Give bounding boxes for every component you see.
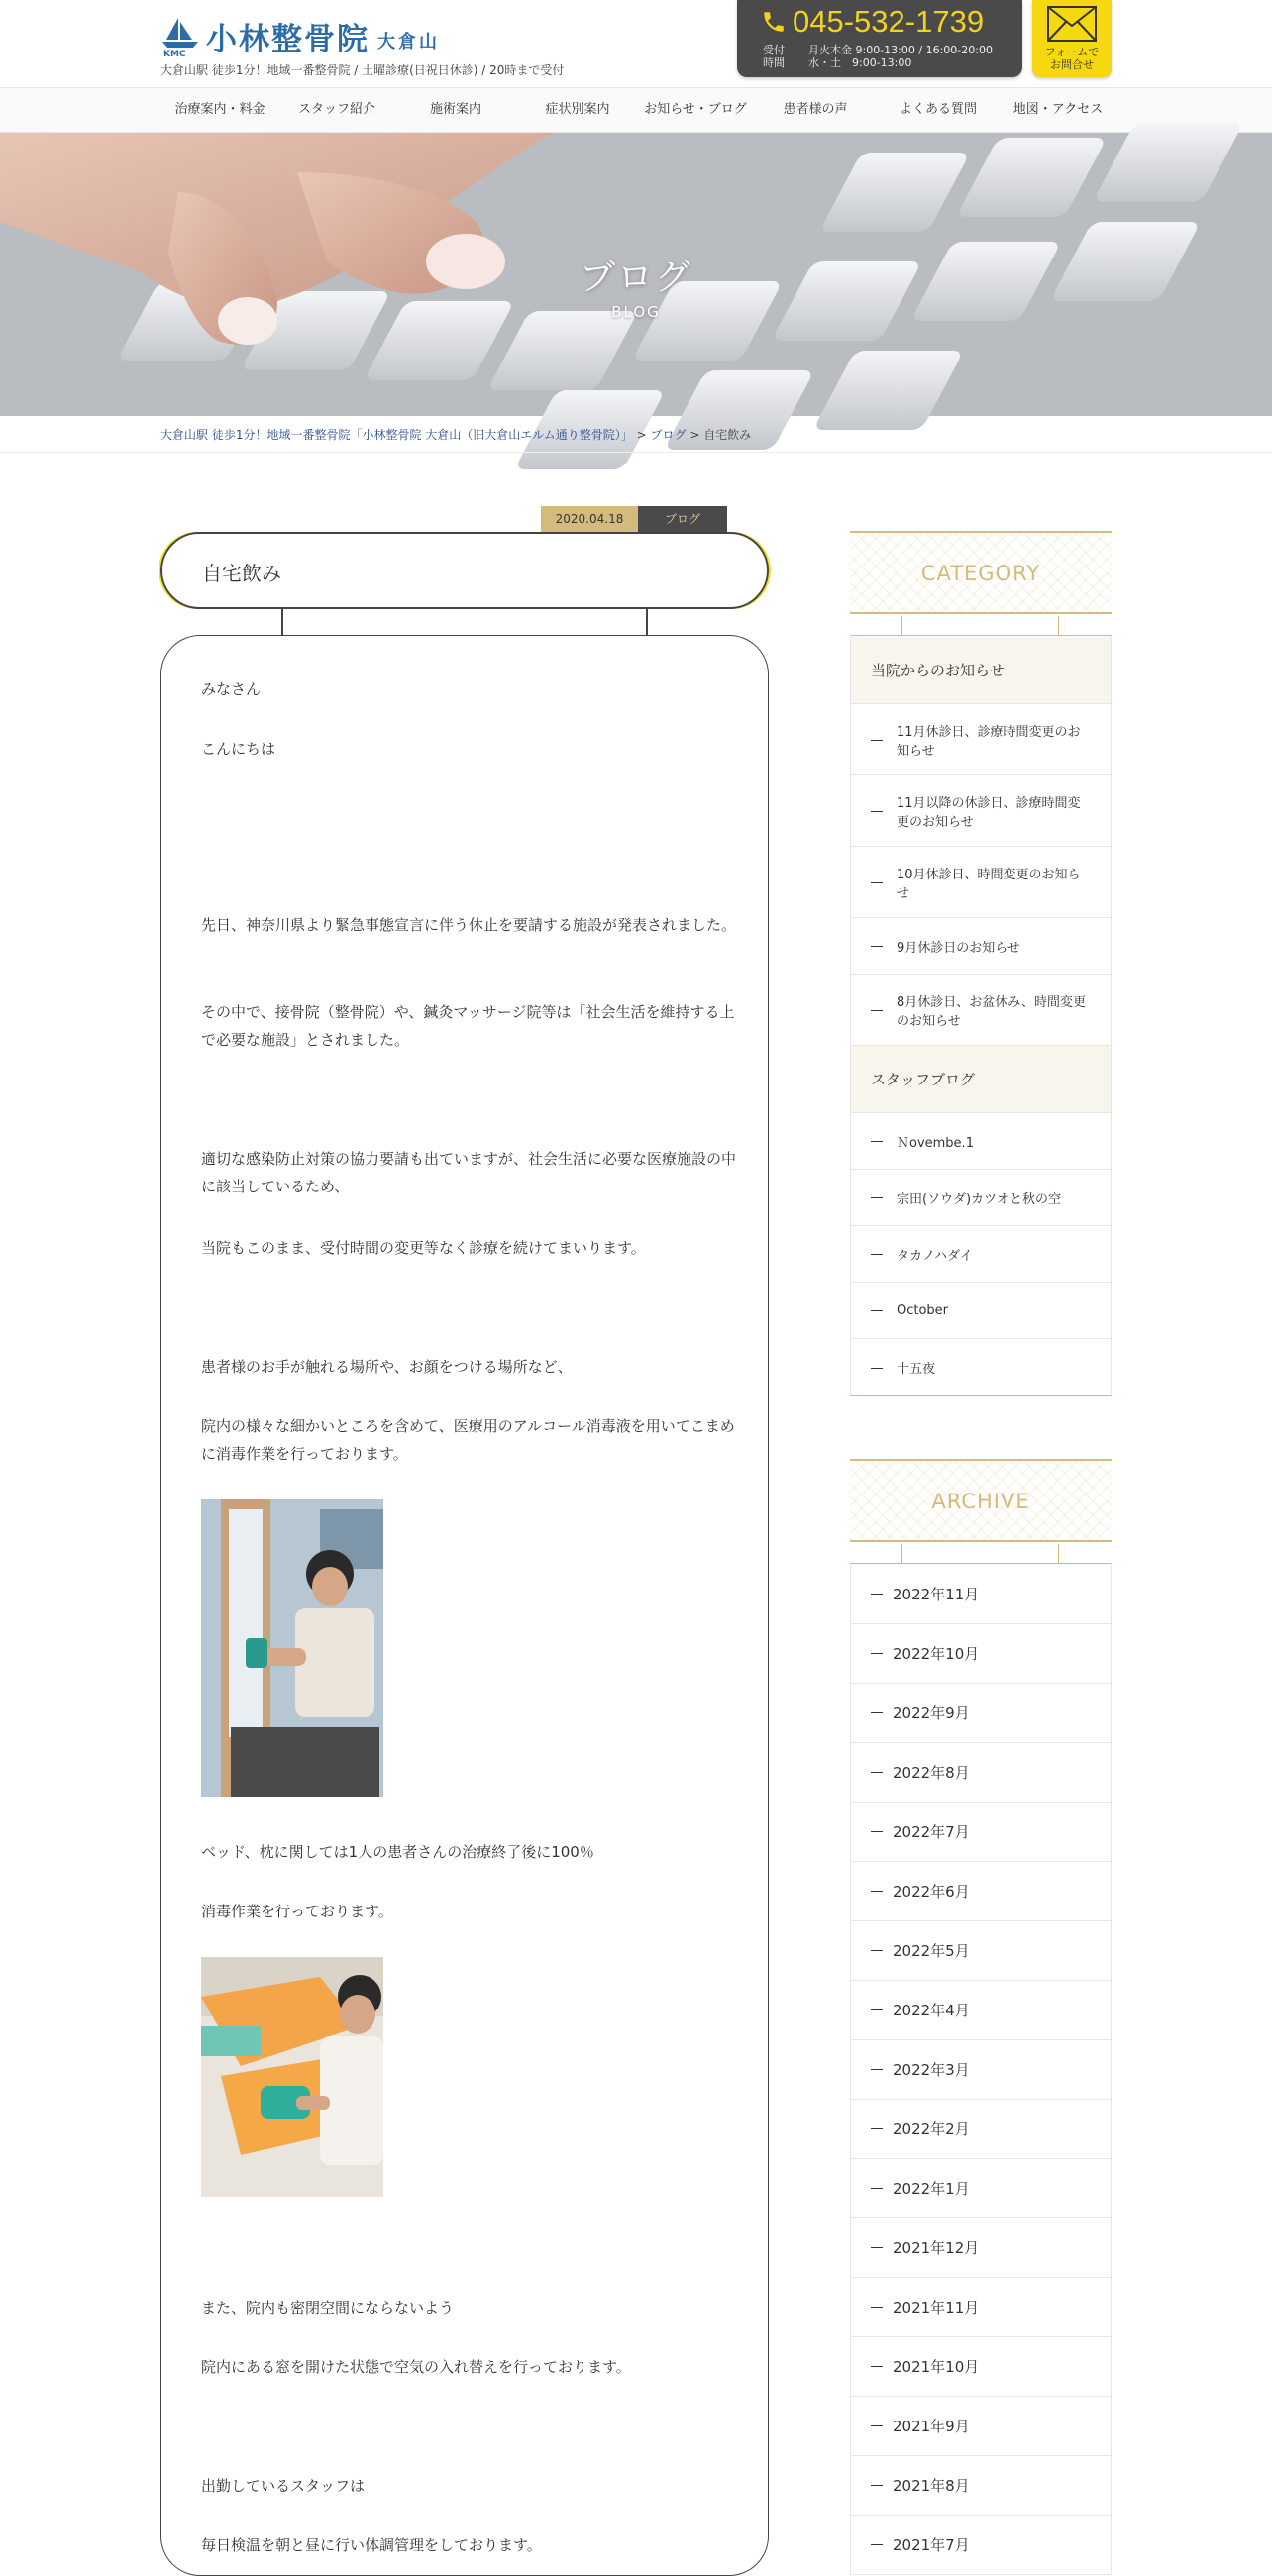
- archive-link-label: 2022年7月: [893, 1823, 970, 1841]
- nav-item-access[interactable]: 地図・アクセス: [1012, 102, 1104, 117]
- post-paragraph: 患者様のお手が触れる場所や、お顔をつける場所など、: [201, 1358, 573, 1376]
- archive-link-label: 2022年11月: [893, 1586, 980, 1603]
- archive-link[interactable]: [851, 2040, 1111, 2100]
- archive-link-label: 2021年8月: [893, 2477, 970, 2495]
- reception-label: 受付時間: [763, 44, 785, 69]
- phone-number[interactable]: 045-532-1739: [793, 4, 985, 39]
- post-paragraph: 当院もこのまま、受付時間の変更等なく診療を続けてまいります。: [201, 1239, 646, 1257]
- dash-icon: [871, 2307, 883, 2308]
- category-link[interactable]: [851, 1170, 1111, 1226]
- post-date: 2020.04.18: [541, 506, 638, 532]
- archive-link-label: 2022年6月: [893, 1883, 970, 1901]
- dash-icon: [871, 1653, 883, 1654]
- tick-line: [901, 1544, 902, 1564]
- category-link[interactable]: [851, 775, 1111, 847]
- archive-link-label: 2021年9月: [893, 2418, 970, 2435]
- category-link[interactable]: [851, 1113, 1111, 1170]
- post-paragraph: 出勤しているスタッフは: [201, 2477, 366, 2495]
- hero-banner: [0, 133, 1272, 416]
- connector-line: [281, 609, 283, 635]
- post-paragraph: ベッド、枕に関しては1人の患者さんの治療終了後に100％: [201, 1843, 594, 1861]
- category-link-label: Ｎovembe.1: [897, 1135, 974, 1151]
- post-paragraph: 先日、神奈川県より緊急事態宣言に伴う休止を要請する施設が発表されました。: [201, 916, 737, 934]
- archive-link[interactable]: [851, 2397, 1111, 2456]
- post-meta: [541, 506, 727, 532]
- archive-link-label: 2021年7月: [893, 2536, 970, 2554]
- post-paragraph: その中で、接骨院（整骨院）や、鍼灸マッサージ院等は「社会生活を維持する上で必要な施設」とされました。: [201, 1003, 735, 1049]
- archive-link-label: 2022年1月: [893, 2180, 970, 2198]
- site-logo[interactable]: [160, 14, 440, 58]
- dash-icon: [871, 1891, 883, 1892]
- dash-icon: [871, 1141, 883, 1142]
- archive-link[interactable]: [851, 1862, 1111, 1921]
- contact-form-button[interactable]: [1032, 0, 1112, 77]
- archive-list: [850, 1565, 1112, 2575]
- category-link[interactable]: [851, 918, 1111, 975]
- form-label-1: フォームで: [1044, 46, 1100, 58]
- category-link-label: 9月休診日のお知らせ: [897, 940, 1020, 956]
- archive-link[interactable]: [851, 1743, 1111, 1803]
- hours-line-2: 水・土 9:00-13:00: [808, 56, 912, 69]
- archive-link[interactable]: [851, 1684, 1111, 1743]
- breadcrumb-blog[interactable]: ブログ: [650, 428, 687, 442]
- archive-link-label: 2022年3月: [893, 2061, 970, 2079]
- post-paragraph: 消毒作業を行っております。: [201, 1903, 393, 1920]
- dash-icon: [871, 811, 883, 812]
- category-link[interactable]: [851, 1283, 1111, 1339]
- category-link[interactable]: [851, 847, 1111, 918]
- hero-subtitle: BLOG: [611, 303, 661, 321]
- dash-icon: [871, 2188, 883, 2189]
- divider: [0, 452, 1272, 453]
- archive-link[interactable]: [851, 2100, 1111, 2159]
- category-link-label: October: [897, 1302, 949, 1318]
- category-link[interactable]: [851, 1339, 1111, 1395]
- post-photo-disinfecting-door: [201, 1499, 383, 1801]
- hours-line-1: 月火木金 9:00-13:00 / 16:00-20:00: [808, 44, 993, 56]
- category-link-label: 10月休診日、時間変更のお知らせ: [897, 867, 1081, 901]
- category-group-staff-blog[interactable]: スタッフブログ: [851, 1046, 1111, 1113]
- dash-icon: [871, 1254, 883, 1255]
- dash-icon: [871, 740, 883, 741]
- post-paragraph: 院内にある窓を開けた状態で空気の入れ替えを行っております。: [201, 2358, 631, 2376]
- main-nav: [0, 87, 1272, 133]
- category-link-label: 宗田(ソウダ)カツオと秋の空: [897, 1191, 1062, 1207]
- post-paragraph: 毎日検温を朝と昼に行い体調管理をしております。: [201, 2536, 542, 2554]
- dash-icon: [871, 2485, 883, 2486]
- svg-text:KMC: KMC: [163, 49, 186, 59]
- dash-icon: [871, 1950, 883, 1951]
- hero-title: ブログ: [579, 258, 692, 298]
- category-header: [850, 531, 1112, 614]
- header-ticks: [850, 616, 1112, 636]
- category-link-label: 8月休診日、お盆休み、時間変更のお知らせ: [897, 994, 1087, 1029]
- breadcrumb-home[interactable]: 大倉山駅 徒歩1分！地域一番整骨院「小林整骨院 大倉山（旧大倉山エルム通り整骨院）」: [160, 428, 633, 442]
- dash-icon: [871, 1831, 883, 1832]
- site-header: [0, 0, 1272, 87]
- archive-link[interactable]: [851, 1565, 1111, 1624]
- dash-icon: [871, 1712, 883, 1713]
- nav-item-procedure[interactable]: 施術案内: [429, 102, 481, 117]
- nav-item-symptoms[interactable]: 症状別案内: [545, 102, 610, 117]
- archive-link-label: 2022年9月: [893, 1704, 970, 1722]
- nav-item-staff[interactable]: スタッフ紹介: [297, 102, 375, 117]
- dash-icon: [871, 2366, 883, 2367]
- post-paragraph: こんにちは: [201, 740, 276, 758]
- breadcrumb: [160, 426, 751, 443]
- archive-link[interactable]: [851, 2278, 1111, 2337]
- category-title: CATEGORY: [920, 562, 1041, 585]
- dash-icon: [871, 2009, 883, 2010]
- dash-icon: [871, 2544, 883, 2545]
- category-link[interactable]: [851, 704, 1111, 775]
- breadcrumb-separator: >: [632, 428, 651, 442]
- logo-sub: 大倉山: [377, 31, 440, 52]
- post-body: [160, 635, 769, 2576]
- archive-title: ARCHIVE: [931, 1490, 1030, 1513]
- tick-line: [901, 616, 902, 636]
- dash-icon: [871, 1197, 883, 1198]
- category-link-label: タカノハダイ: [897, 1248, 973, 1264]
- archive-link[interactable]: [851, 2159, 1111, 2218]
- post-paragraph: 院内の様々な細かいところを含めて、医療用のアルコール消毒液を用いてこまめに消毒作業を行っております。: [201, 1417, 735, 1463]
- tagline: 大倉山駅 徒歩1分！地域一番整骨院 / 土曜診療(日祝日休診) / 20時まで受付: [160, 63, 565, 77]
- dash-icon: [871, 946, 883, 947]
- phone-box[interactable]: [737, 0, 1022, 77]
- tick-line: [1058, 616, 1059, 636]
- category-link-label: 十五夜: [897, 1362, 936, 1377]
- reception-hours: [808, 44, 993, 69]
- archive-link-label: 2022年4月: [893, 2002, 970, 2019]
- archive-link[interactable]: [851, 1624, 1111, 1684]
- archive-link[interactable]: [851, 1921, 1111, 1981]
- breadcrumb-current: 自宅飲み: [703, 428, 752, 442]
- post-title-box: [160, 532, 769, 609]
- archive-link[interactable]: [851, 1981, 1111, 2040]
- category-group-news[interactable]: 当院からのお知らせ: [851, 637, 1111, 704]
- breadcrumb-separator: >: [686, 428, 704, 442]
- form-label-2: お問合せ: [1050, 58, 1094, 71]
- category-link[interactable]: [851, 1226, 1111, 1283]
- archive-link[interactable]: [851, 2456, 1111, 2516]
- nav-item-reviews[interactable]: 患者様の声: [783, 102, 848, 117]
- category-link[interactable]: [851, 975, 1111, 1046]
- nav-item-news-blog[interactable]: お知らせ・ブログ: [644, 102, 747, 117]
- dash-icon: [871, 1368, 883, 1369]
- dash-icon: [871, 1594, 883, 1595]
- archive-link-label: 2022年10月: [893, 1645, 980, 1663]
- ship-logo-icon: [160, 16, 200, 57]
- post-category[interactable]: ブログ: [638, 506, 727, 532]
- archive-link-label: 2021年10月: [893, 2358, 980, 2376]
- nav-item-faq[interactable]: よくある質問: [899, 102, 977, 117]
- archive-header: [850, 1459, 1112, 1542]
- post-paragraph: 適切な感染防止対策の協力要請も出ていますが、社会生活に必要な医療施設の中に該当しているため、: [201, 1150, 737, 1195]
- archive-link-label: 2021年11月: [893, 2299, 980, 2317]
- phone-icon: [761, 9, 787, 39]
- dash-icon: [871, 1772, 883, 1773]
- dash-icon: [871, 2128, 883, 2129]
- tick-line: [1058, 1544, 1059, 1564]
- archive-link-label: 2022年8月: [893, 1764, 970, 1782]
- dash-icon: [871, 1310, 883, 1311]
- dash-icon: [871, 882, 883, 883]
- mail-icon: [1032, 6, 1112, 46]
- archive-link[interactable]: [851, 2218, 1111, 2278]
- post-paragraph: また、院内も密閉空間にならないよう: [201, 2299, 455, 2317]
- nav-item-treatment[interactable]: 治療案内・料金: [174, 102, 265, 117]
- dash-icon: [871, 2425, 883, 2426]
- archive-link[interactable]: [851, 1803, 1111, 1862]
- archive-link-label: 2021年12月: [893, 2239, 980, 2257]
- category-link-label: 11月休診日、診療時間変更のお知らせ: [897, 724, 1081, 759]
- post-photo-disinfecting-bed: [201, 1957, 383, 2201]
- archive-link-label: 2022年5月: [893, 1942, 970, 1960]
- post-paragraph: みなさん: [201, 680, 262, 698]
- category-link-label: 11月以降の休診日、診療時間変更のお知らせ: [897, 795, 1081, 830]
- connector-line: [646, 609, 648, 635]
- archive-link[interactable]: [851, 2337, 1111, 2397]
- dash-icon: [871, 2069, 883, 2070]
- dash-icon: [871, 2247, 883, 2248]
- category-list: [850, 637, 1112, 1396]
- archive-link[interactable]: [851, 2516, 1111, 2575]
- post-title: 自宅飲み: [202, 562, 281, 585]
- logo-name: 小林整骨院: [206, 22, 370, 57]
- archive-link-label: 2022年2月: [893, 2120, 970, 2138]
- dash-icon: [871, 1010, 883, 1011]
- header-ticks: [850, 1544, 1112, 1564]
